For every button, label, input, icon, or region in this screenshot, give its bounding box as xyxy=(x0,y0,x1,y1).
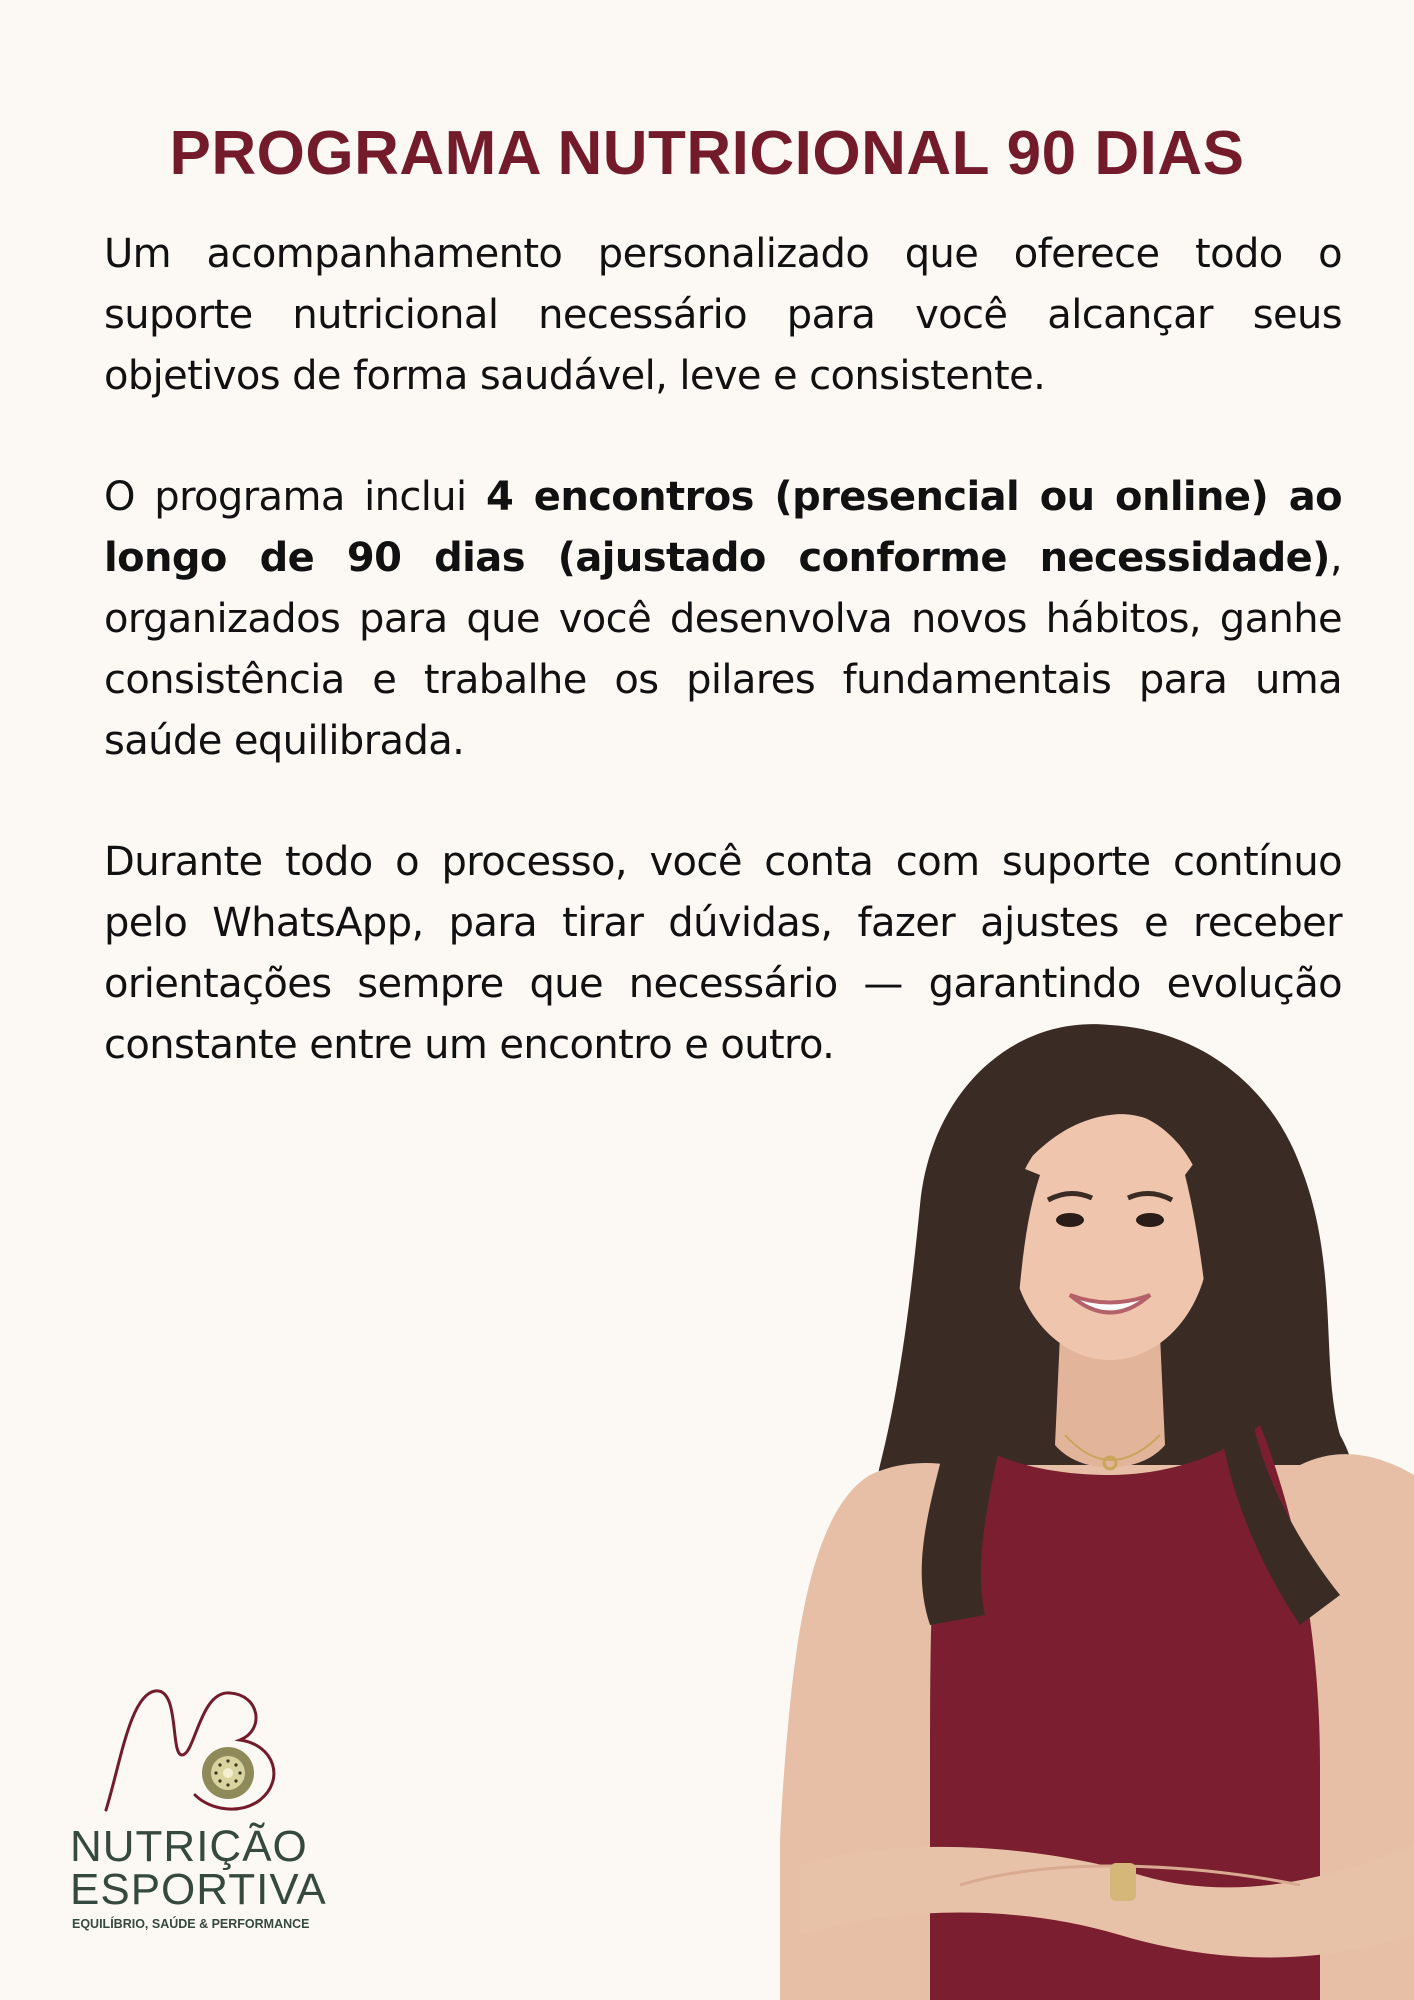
program-paragraph xyxy=(104,467,1342,772)
mb-monogram-kiwi-icon xyxy=(100,1685,290,1815)
program-suffix: , organizados para que você desenvolva novos hábitos, ganhe consistência e trabalhe os pilares fundamentais para uma saúde equilibrada. xyxy=(104,535,1342,764)
brand-logo xyxy=(62,1685,332,1935)
right-eye xyxy=(1136,1213,1164,1227)
program-prefix: O programa inclui xyxy=(104,474,486,520)
page-title: PROGRAMA NUTRICIONAL 90 DIAS xyxy=(169,119,1245,188)
nutritionist-portrait xyxy=(780,1005,1414,2000)
intro-paragraph: Um acompanhamento personalizado que oferece todo o suporte nutricional necessário para você alcançar seus objetivos de forma saudável, leve e consistente. xyxy=(104,231,1342,399)
left-eye xyxy=(1056,1213,1084,1227)
program-highlight: 4 encontros (presencial ou online) ao longo de 90 dias (ajustado conforme necessidade) xyxy=(104,474,1342,581)
body-text xyxy=(104,224,1342,1136)
support-paragraph: Durante todo o processo, você conta com suporte contínuo pelo WhatsApp, para tirar dúvidas, fazer ajustes e receber orientações sempre que necessário — garantindo evolução constante entre um encontro e outro. xyxy=(104,839,1342,1068)
logo-line-1: NUTRIÇÃO xyxy=(70,1822,308,1871)
logo-line-2: ESPORTIVA xyxy=(70,1865,327,1914)
logo-tagline: EQUILÍBRIO, SAÚDE & PERFORMANCE xyxy=(72,1917,310,1931)
